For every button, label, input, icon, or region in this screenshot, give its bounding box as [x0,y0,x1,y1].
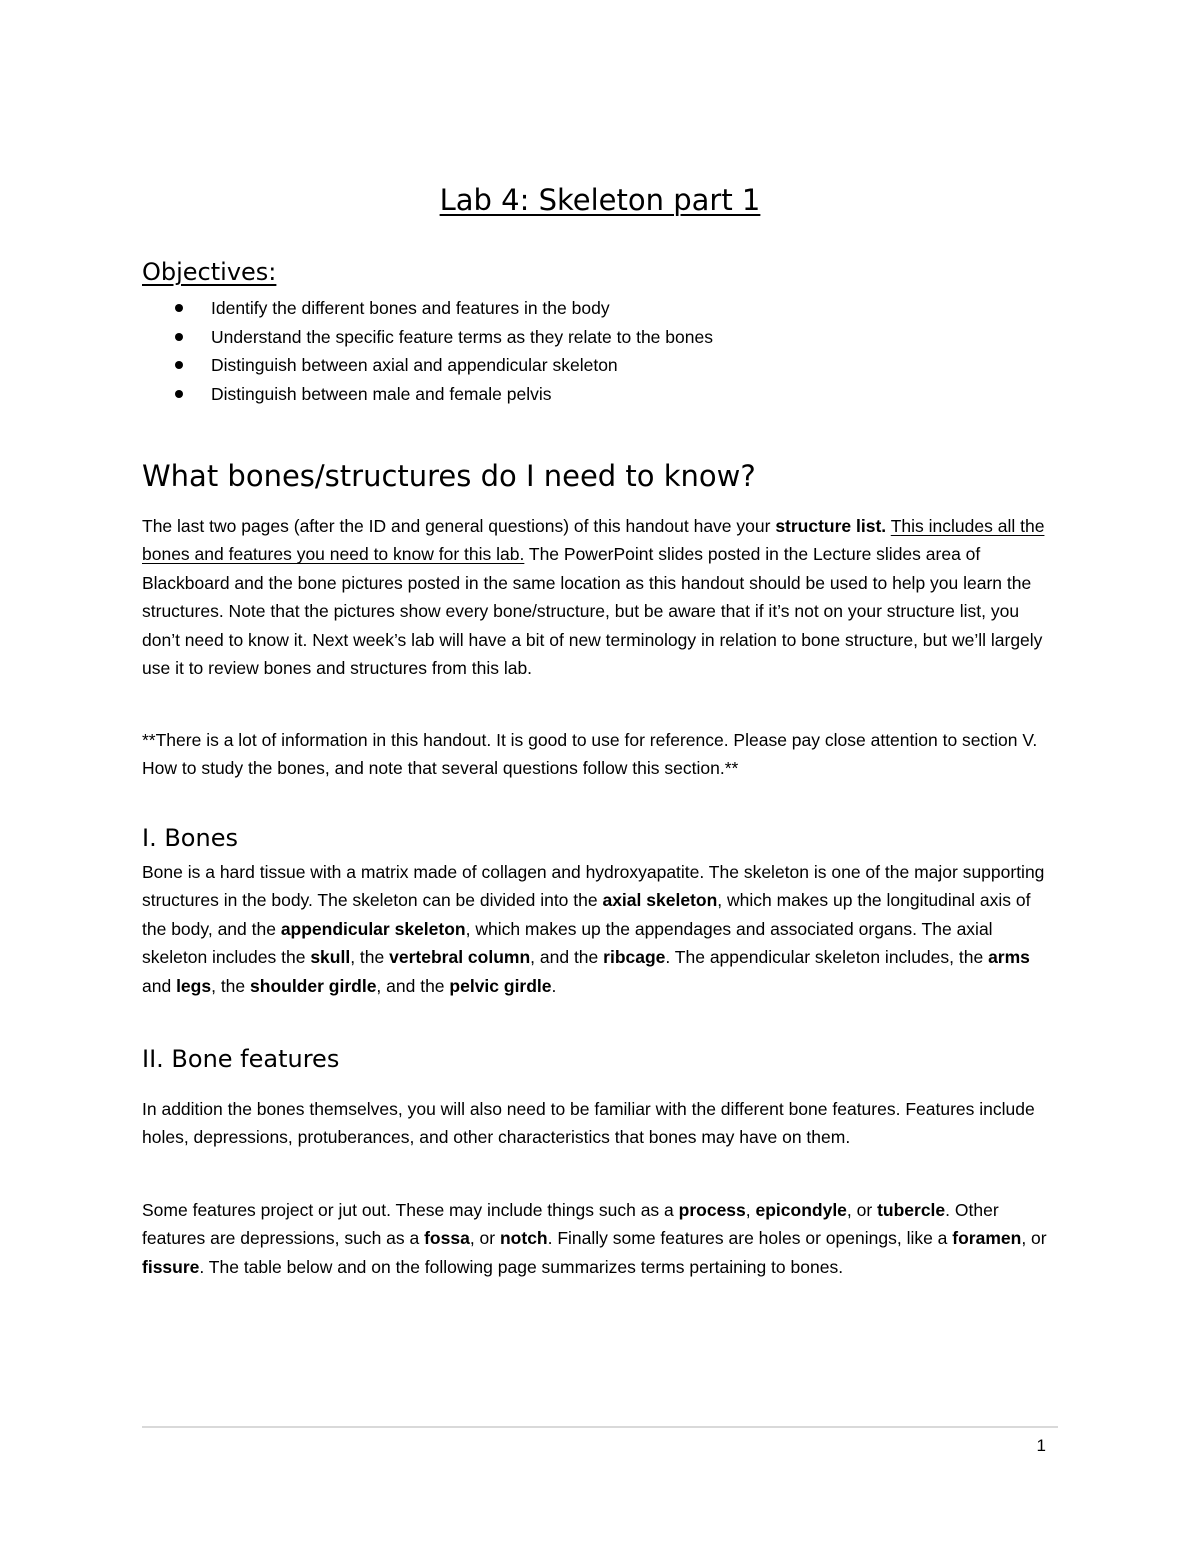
text-run: , [745,1200,756,1220]
footer-divider [142,1426,1058,1428]
list-item-text: Understand the specific feature terms as they relate to the bones [211,326,713,347]
bold-term: ribcage [603,947,666,968]
bold-term: foramen [952,1228,1022,1249]
bold-term: fissure [142,1256,200,1277]
bold-term: epicondyle [755,1200,847,1220]
bullet-icon [175,304,183,312]
text-run: , which makes up the longitudinal axis of the body, and the [142,890,1031,939]
bold-term: notch [499,1228,548,1249]
text-run: The last two pages (after the ID and general questions) of this handout have your [142,516,776,536]
bold-term: tubercle [877,1200,946,1220]
bold-term: appendicular skeleton [280,918,466,939]
objectives-list [142,294,713,408]
bold-term: axial skeleton [602,890,718,911]
list-item [142,380,713,409]
text-run: , which makes up the appendages and associated organs. The axial skeleton includes the [142,918,993,968]
bullet-icon [175,361,183,369]
list-item [142,351,713,380]
bold-term: pelvic girdle [449,975,552,996]
bullet-icon [175,390,183,398]
text-run: , or [846,1200,878,1220]
text-run: , or [469,1228,500,1249]
list-item-text: Distinguish between male and female pelvis [211,383,552,404]
list-item-text: Distinguish between axial and appendicular skeleton [211,355,618,375]
bold-term: legs [176,975,212,996]
list-item [142,294,713,323]
bold-term: fossa [424,1228,470,1249]
text-run: . Finally some features are holes or openings, like a [547,1228,953,1249]
section-heading-bones: I. Bones [142,824,238,852]
text-run: , the [211,975,251,996]
bold-term: shoulder girdle [250,975,377,996]
section-heading-bone-features: II. Bone features [142,1045,340,1073]
objectives-heading: Objectives: [142,258,277,286]
text-run: The PowerPoint slides posted in the Lecture slides area of Blackboard and the bone pictures posted in the same location as this handout should be used to help you learn the structures. Note that the pictures show every bone/structure, but be aware that if it’s not on your structure list, you don’t need to know it. Next week’s lab will have a bit of new terminology in relation to bone structure, but we’ll largely use it to review bones and structures from this lab. [142,544,1043,679]
text-run: , or [1021,1228,1047,1249]
list-item-text: Identify the different bones and features in the body [211,298,610,318]
bold-term: vertebral column [389,947,531,968]
text-run: and [142,975,177,996]
note-paragraph: **There is a lot of information in this handout. It is good to use for reference. Please pay close attention to section V. How to study the bones, and note that several questions follow this section.** [142,730,1038,779]
section-heading-what-to-know: What bones/structures do I need to know? [142,459,756,493]
text-run: . The appendicular skeleton includes, the [665,947,989,968]
features-intro-paragraph: In addition the bones themselves, you will also need to be familiar with the different bone features. Features include holes, depressions, protuberances, and other characteristics that bones may have on them. [142,1099,1035,1148]
text-run: . The table below and on the following page summarizes terms pertaining to bones. [199,1256,844,1277]
list-item [142,323,713,352]
bold-term: structure list. [775,516,887,536]
features-detail-paragraph [142,1196,1058,1281]
bold-term: skull [310,947,351,968]
bold-term: process [678,1200,746,1220]
text-run: Bone is a hard tissue with a matrix made of collagen and hydroxyapatite. The skeleton is one of the major supporting structures in the body. The skeleton can be divided into the [142,862,1045,911]
page-title: Lab 4: Skeleton part 1 [439,183,761,217]
page-number: 1 [1036,1436,1046,1455]
text-run: , and the [376,975,450,996]
text-run: . Other features are depressions, such as a [142,1200,999,1249]
bullet-icon [175,333,183,341]
text-run: , and the [530,947,604,968]
structure-list-paragraph [142,512,1058,682]
text-run: , the [350,947,390,968]
underlined-text: This includes all the bones and features you need to know for this lab. [142,516,1045,565]
bold-term: arms [988,947,1030,968]
text-run: Some features project or jut out. These may include things such as a [142,1200,679,1220]
text-run: . [551,975,557,996]
bones-paragraph [142,858,1058,1000]
